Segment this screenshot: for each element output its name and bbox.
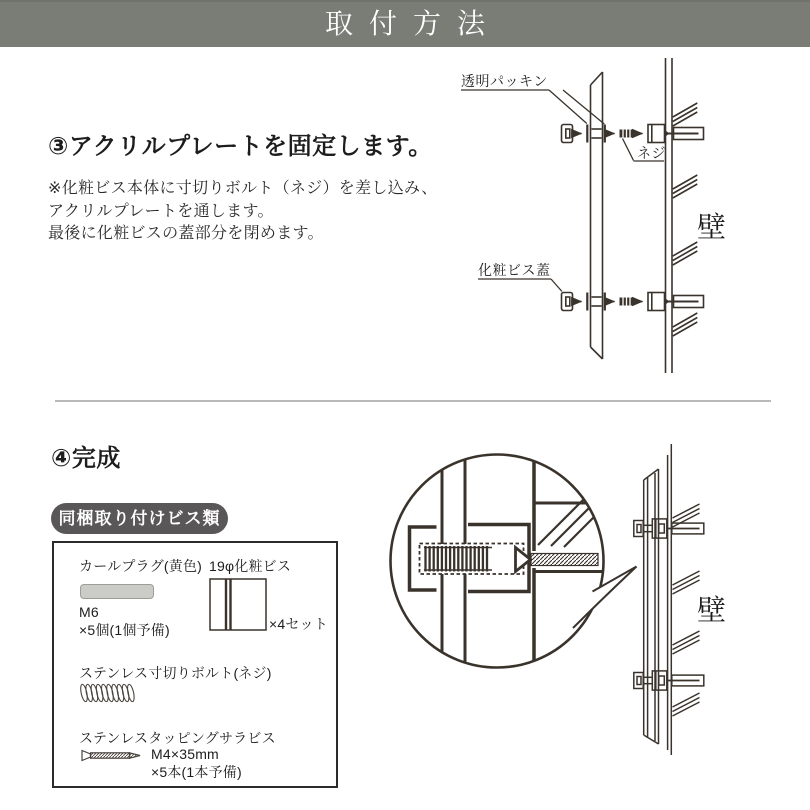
step3-line3: 最後に化粧ビスの蓋部分を閉めます。	[48, 225, 324, 242]
step3-line2: アクリルプレートを通します。	[48, 202, 274, 220]
header-bar	[0, 0, 810, 47]
magnified-cross-section	[410, 450, 607, 672]
label-screw-cap: 化粧ビス蓋	[478, 262, 551, 278]
acrylic-plate-lines	[591, 72, 603, 359]
wall-section-lines	[666, 58, 698, 373]
label-screw: ネジ	[637, 145, 666, 161]
tapping-screw-graphic	[81, 747, 151, 764]
label-wall-top: 壁	[697, 212, 727, 244]
part-screw-qty: ×5本(1本予備)	[151, 764, 242, 780]
label-wall-bottom: 壁	[697, 595, 727, 627]
label-transparent-packing: 透明パッキン	[461, 73, 548, 89]
mounted-plate-lines	[644, 469, 659, 744]
part-screw-name: ステンレスタッピングサラビス	[79, 730, 276, 746]
step3-exploded-diagram	[455, 55, 810, 377]
plug-graphic	[80, 584, 154, 599]
page-title: 取付方法	[324, 8, 501, 39]
part-plug-spec: M6	[79, 604, 99, 620]
fastener-assembly-top	[562, 125, 704, 143]
step4-heading: ④完成	[51, 445, 121, 472]
threaded-bolt-graphic	[80, 682, 136, 704]
step3-heading: ③アクリルプレートを固定します。	[48, 133, 433, 160]
part-plug-name: カールプラグ(黄色)	[79, 558, 203, 574]
part-bisu-name: 19φ化粧ビス	[209, 558, 292, 574]
decorative-screw-graphic	[209, 578, 268, 632]
step4-finished-diagram	[380, 443, 810, 765]
included-parts-box	[52, 541, 338, 788]
part-bisu-qty: ×4セット	[269, 616, 328, 632]
part-bolt-name: ステンレス寸切りボルト(ネジ)	[79, 665, 272, 681]
step3-paragraph	[48, 178, 438, 246]
section-divider	[55, 400, 771, 402]
part-plug-qty: ×5個(1個予備)	[79, 622, 170, 638]
bolt-thread-ribs	[426, 546, 488, 572]
part-screw-spec: M4×35mm	[151, 746, 219, 762]
included-parts-badge: 同梱取り付けビス類	[51, 503, 228, 534]
fastener-assembly-bottom	[562, 293, 704, 311]
magnifier-tail	[573, 567, 637, 629]
wall-section-lines-finished	[668, 444, 700, 755]
step3-line1: ※化粧ビス本体に寸切りボルト（ネジ）を差し込み、	[48, 180, 438, 197]
